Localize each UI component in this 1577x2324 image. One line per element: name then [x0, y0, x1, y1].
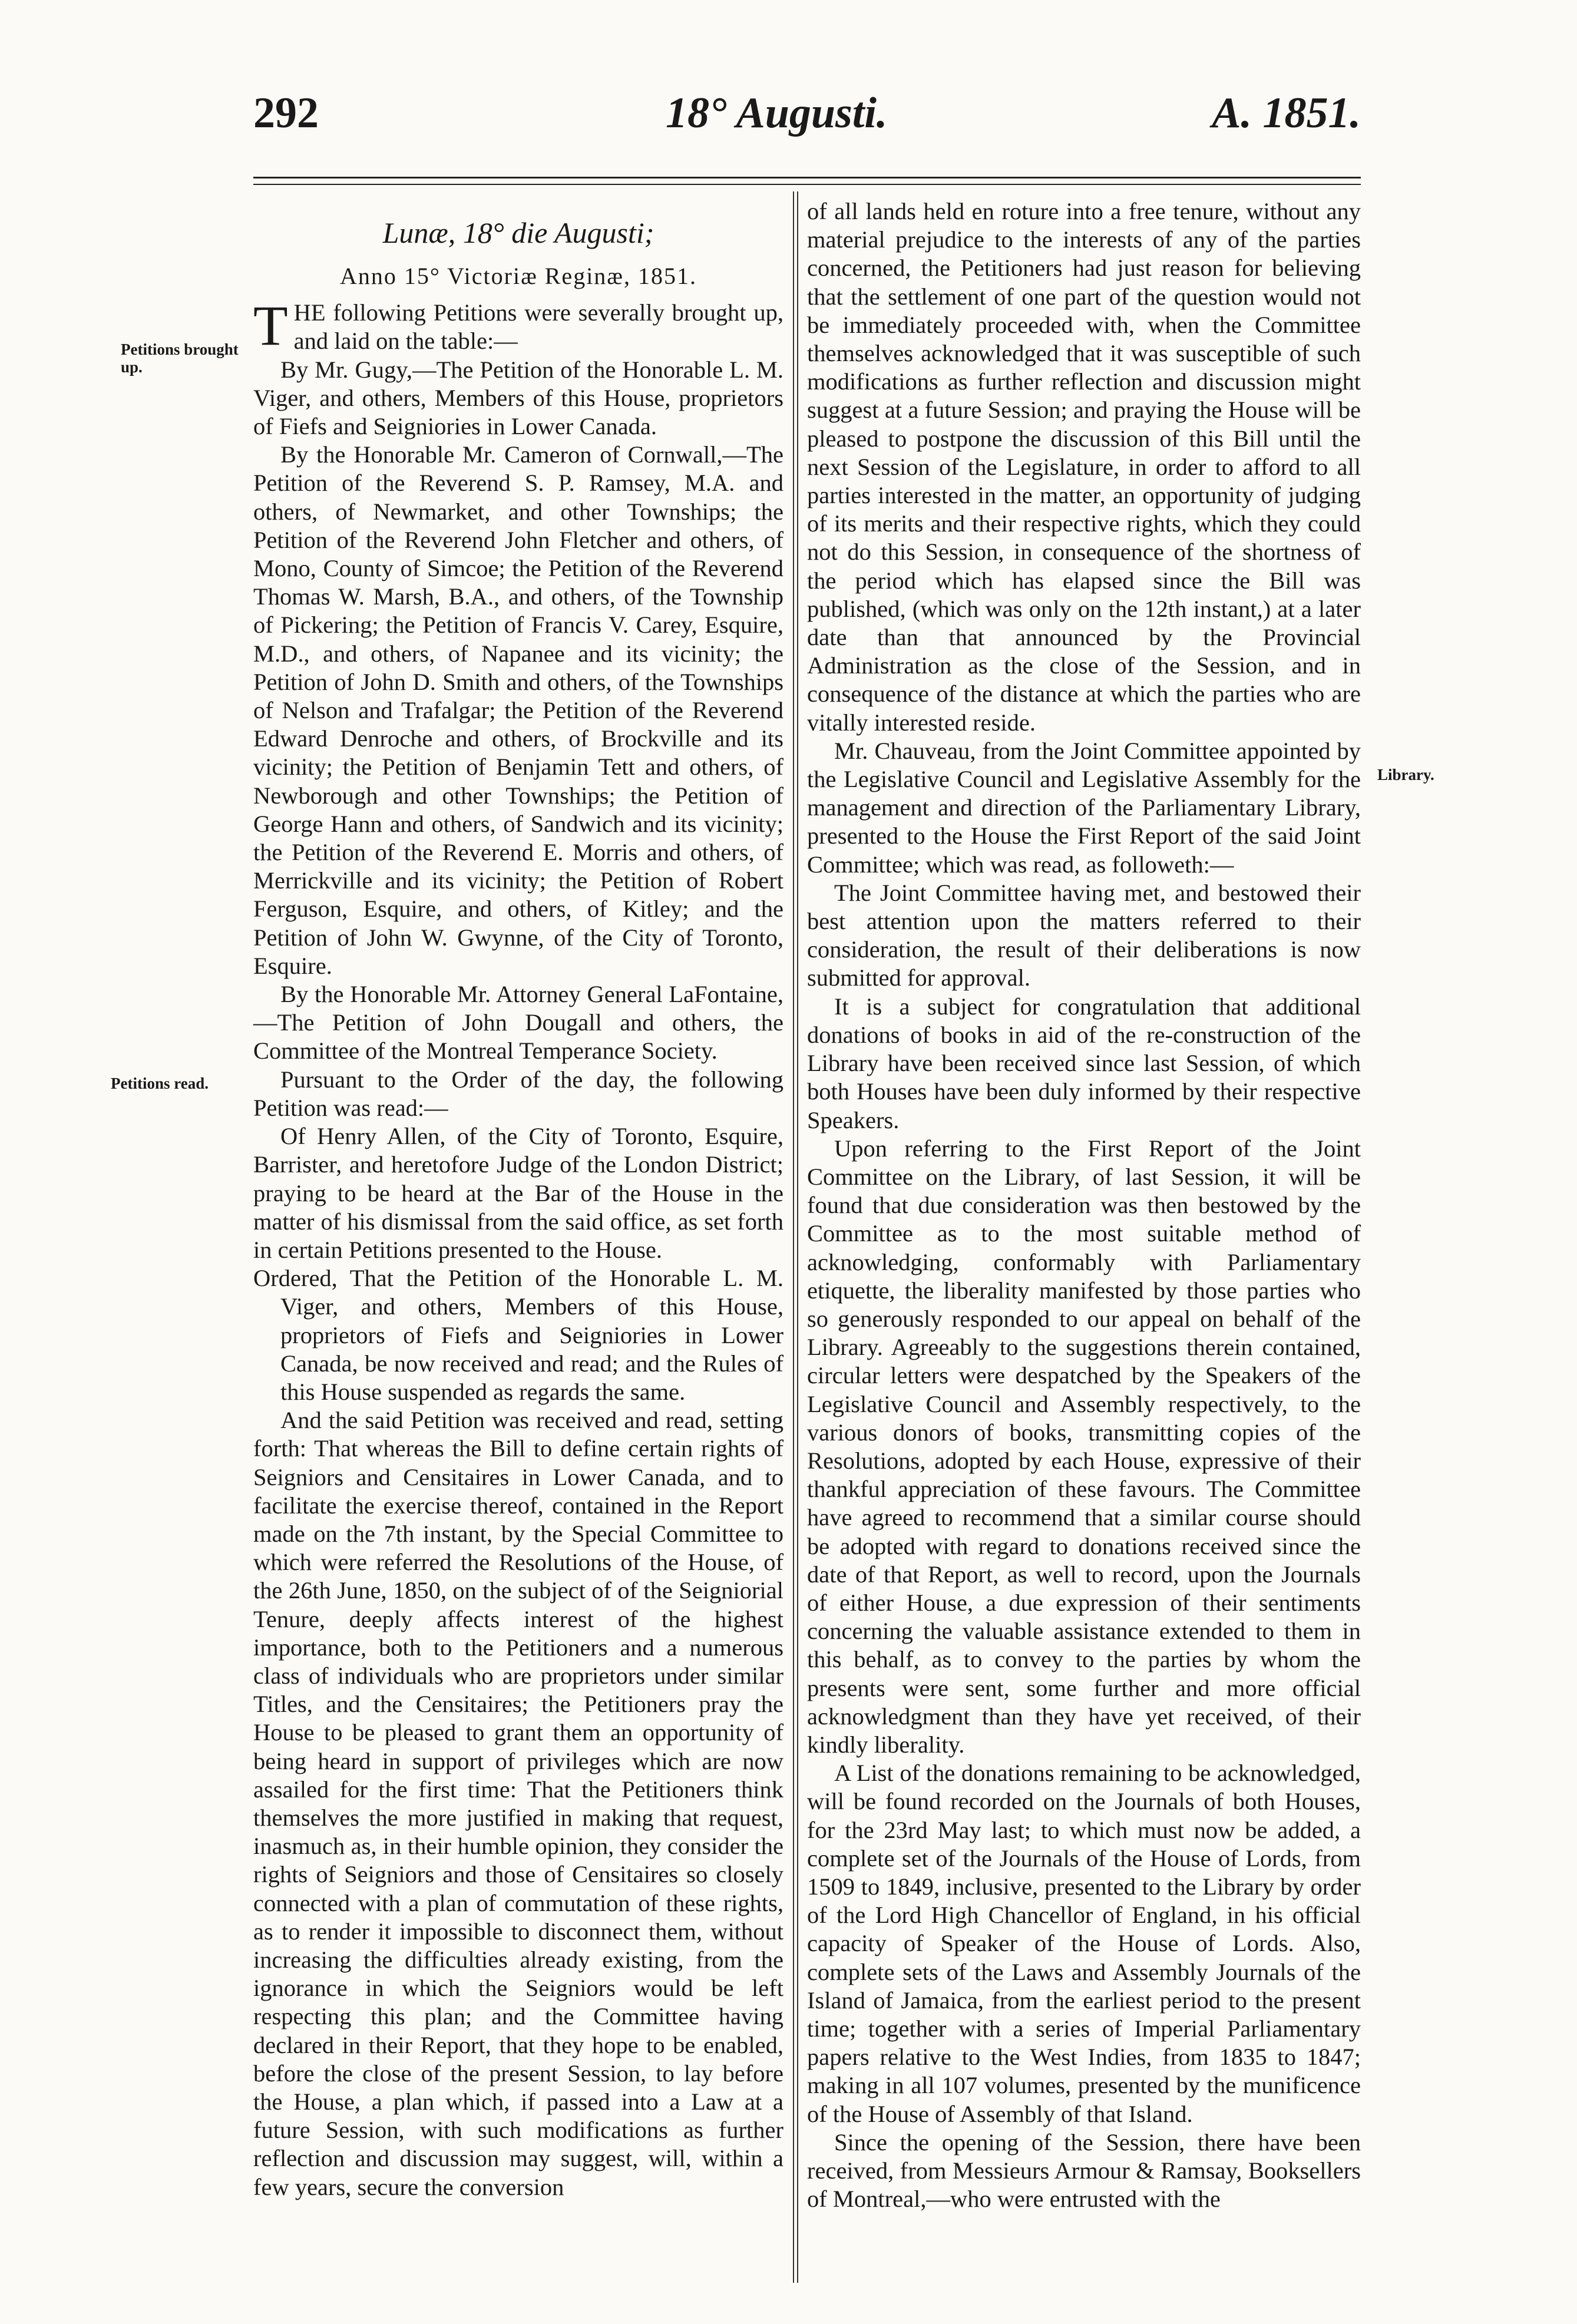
paragraph: Pursuant to the Order of the day, the following Petition was read:—	[253, 1066, 783, 1121]
header-date: 18° Augusti.	[666, 89, 888, 137]
header-year: A. 1851.	[1212, 89, 1361, 137]
paragraph-ordered: Ordered, That the Petition of the Honorable L. M. Viger, and others, Members of this House, proprietors of Fiefs and Seigniories in Lower Canada, be now received and read; and the Rules of this House suspended as regards the same.	[253, 1265, 783, 1405]
paragraph-text: HE following Petitions were severally brought up, and laid on the table:—	[293, 299, 783, 355]
paragraph: Mr. Chauveau, from the Joint Committee appointed by the Legislative Council and Legislative Assembly for the management and direction of the Parliamentary Library, presented to the House the First Report of the said Joint Committee; which was read, as followeth:—	[807, 737, 1361, 878]
page-number: 292	[253, 89, 319, 137]
paragraph: The Joint Committee having met, and bestowed their best attention upon the matters referred to their consideration, the result of their deliberations is now submitted for approval.	[807, 879, 1361, 991]
paragraph: Upon referring to the First Report of the Joint Committee on the Library, of last Session, it will be found that due consideration was then bestowed by the Committee as to the most suitable method of acknowledging, conformably with Parliamentary etiquette, the liberality manifested by those parties who so generously responded to our appeal on behalf of the Library. Agreeably to the suggestions therein contained, circular letters were despatched by the Speakers of the Legislative Council and Assembly respectively, to the various donors of books, transmitting copies of the Resolutions, adopted by each House, expressive of their thankful appreciation of these favours. The Committee have agreed to recommend that a similar course should be adopted with regard to donations received since the date of that Report, as well to record, upon the Journals of either House, a due expression of their sentiments concerning the valuable assistance extended to them in this behalf, as to convey to the parties by whom the presents were sent, some further and more official acknowledgment than they have yet received, of their kindly liberality.	[807, 1135, 1361, 1758]
column-divider-double	[797, 191, 798, 2283]
paragraph: Of Henry Allen, of the City of Toronto, Esquire, Barrister, and heretofore Judge of the London District; praying to be heard at the Bar of the House in the matter of his dismissal from the said office, as set forth in certain Petitions presented to the House.	[253, 1123, 783, 1263]
paragraph: It is a subject for congratulation that additional donations of books in aid of the re-construction of the Library have been received since last Session, of which both Houses have been duly informed by their respective Speakers.	[807, 993, 1361, 1133]
column-divider	[793, 191, 794, 2283]
paragraph: By the Honorable Mr. Attorney General LaFontaine,—The Petition of John Dougall and others, the Committee of the Montreal Temperance Society.	[253, 981, 783, 1065]
paragraph: Since the opening of the Session, there have been received, from Messieurs Armour & Ramsay, Booksellers of Montreal,—who were entrusted with the	[807, 2128, 1361, 2213]
paragraph	[253, 294, 783, 358]
header-rule-double	[253, 184, 1361, 185]
sitting-date: Lunæ, 18° die Augusti;	[382, 216, 654, 249]
paragraph: of all lands held en roture into a free tenure, without any material prejudice to the interests of any of the parties concerned, the Petitioners had just reason for believing that the settlement of one part of the question would not be immediately proceeded with, when the Committee themselves acknowledged that it was susceptible of such modifications as further reflection and discussion might suggest at a future Session; and praying the House will be pleased to postpone the discussion of this Bill until the next Session of the Legislature, in order to afford to all parties interested in the matter, an opportunity of judging of its merits and their respective rights, which they could not do this Session, in consequence of the shortness of the period which has elapsed since the Bill was published, (which was only on the 12th instant,) at a later date than that announced by the Provincial Administration as the close of the Session, and in consequence of the distance at which the parties who are vitally interested reside.	[807, 198, 1361, 736]
right-column	[807, 197, 1361, 2213]
margin-note-petitions-brought-up: Petitions brought up.	[121, 340, 239, 376]
left-column	[253, 197, 783, 2201]
running-head	[253, 88, 1361, 153]
margin-note-library: Library.	[1377, 766, 1434, 784]
paragraph: By the Honorable Mr. Cameron of Cornwall,—The Petition of the Reverend S. P. Ramsey, M.A. and others, of Newmarket, and other Townships; the Petition of the Reverend John Fletcher and others, of Mono, County of Simcoe; the Petition of the Reverend Thomas W. Marsh, B.A., and others, of the Township of Pickering; the Petition of Francis V. Carey, Esquire, M.D., and others, of Napanee and its vicinity; the Petition of John D. Smith and others, of the Townships of Nelson and Trafalgar; the Petition of the Reverend Edward Denroche and others, of Brockville and its vicinity; the Petition of Benjamin Tett and others, of Newborough and other Townships; the Petition of George Hann and others, of Sandwich and its vicinity; the Petition of the Reverend E. Morris and others, of Merrickville and its vicinity; the Petition of Robert Ferguson, Esquire, and others, of Kitley; and the Petition of John W. Gwynne, of the City of Toronto, Esquire.	[253, 441, 783, 979]
regnal-year: Anno 15° Victoriæ Reginæ, 1851.	[340, 263, 697, 289]
drop-cap: T	[253, 294, 288, 358]
header-rule	[253, 177, 1361, 178]
paragraph: And the said Petition was received and read, setting forth: That whereas the Bill to define certain rights of Seigniors and Censitaires in Lower Canada, and to facilitate the exercise thereof, contained in the Report made on the 7th instant, by the Special Committee to which were referred the Resolutions of the House, of the 26th June, 1850, on the subject of of the Seigniorial Tenure, deeply affects interest of the highest importance, both to the Petitioners and a numerous class of individuals who are proprietors under similar Titles, and the Censitaires; the Petitioners pray the House to be pleased to grant them an opportunity of being heard in support of privileges which are now assailed for the first time: That the Petitioners think themselves the more justified in making that request, inasmuch as, in their humble opinion, they consider the rights of Seigniors and those of Censitaires so closely connected with a plan of commutation of these rights, as to render it impossible to disconnect them, without increasing the difficulties already existing, from the ignorance in which the Seigniors would be left respecting this plan; and the Committee having declared in their Report, that they hope to be enabled, before the close of the present Session, to lay before the House, a plan which, if passed into a Law at a future Session, with such modifications as further reflection and discussion may suggest, will, within a few years, secure the conversion	[253, 1407, 783, 2200]
margin-note-petitions-read: Petitions read.	[111, 1075, 209, 1092]
paragraph: A List of the donations remaining to be acknowledged, will be found recorded on the Journals of both Houses, for the 23rd May last; to which must now be added, a complete set of the Journals of the House of Lords, from 1509 to 1849, inclusive, presented to the Library by order of the Lord High Chancellor of England, in his official capacity of Speaker of the House of Lords. Also, complete sets of the Laws and Assembly Journals of the Island of Jamaica, from the earliest period to the present time; together with a series of Imperial Parliamentary papers relative to the West Indies, from 1835 to 1847; making in all 107 volumes, presented by the munificence of the House of Assembly of that Island.	[807, 1760, 1361, 2127]
paragraph: By Mr. Gugy,—The Petition of the Honorable L. M. Viger, and others, Members of this House, proprietors of Fiefs and Seigniories in Lower Canada.	[253, 356, 783, 440]
